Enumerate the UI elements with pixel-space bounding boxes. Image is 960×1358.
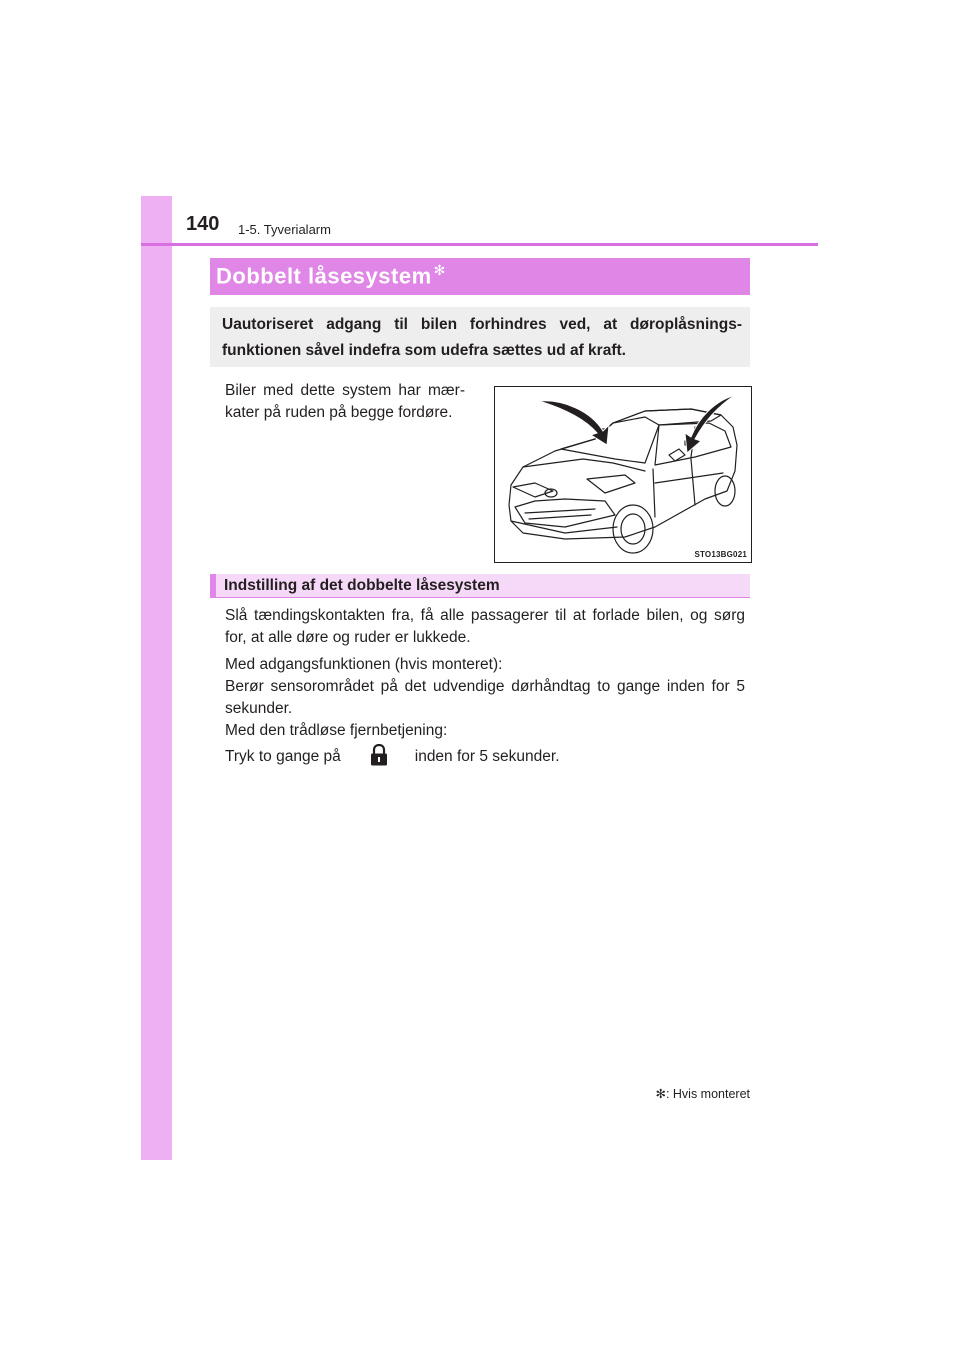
summary-text: Uautoriseret adgang til bilen forhindres ved, at døroplåsnings-funktionen såvel indefra som udefra sættes ud af kraft.: [222, 316, 742, 359]
section-title-label: Dobbelt låsesystem: [216, 263, 432, 289]
subsection-rule: [210, 597, 750, 598]
footnote-text: : Hvis monteret: [665, 1087, 750, 1101]
intro-text: Biler med dette system har mær-kater på ruden på begge fordøre.: [225, 382, 465, 421]
header-rule: [141, 243, 818, 246]
asterisk-icon: ✻: [433, 262, 446, 278]
footnote-asterisk-icon: ✻: [655, 1087, 666, 1101]
section-title: [216, 262, 446, 289]
step-paragraph-2: [225, 654, 745, 742]
car-illustration: [494, 386, 752, 563]
chapter-title: 1-5. Tyverialarm: [238, 222, 331, 237]
footnote: [655, 1086, 750, 1101]
entry-function-label: Med adgangsfunktionen (hvis monteret):: [225, 656, 503, 673]
chapter-tab: [141, 196, 172, 244]
step-paragraph-1: Slå tændingskontakten fra, få alle passagerer til at forlade bilen, og sørg for, at alle døre og ruder er lukkede.: [225, 607, 745, 646]
remote-label: Med den trådløse fjernbetjening:: [225, 722, 448, 739]
subsection-title: Indstilling af det dobbelte låsesystem: [224, 577, 500, 594]
car-drawing: [495, 387, 751, 562]
remote-instruction-before: Tryk to gange på: [225, 748, 341, 766]
figure-code: STO13BG021: [694, 550, 747, 559]
entry-function-instruction: Berør sensorområdet på det udvendige dørhåndtag to gange inden for 5 sekunder.: [225, 678, 745, 717]
page-number: 140: [186, 213, 220, 235]
side-band: [141, 196, 172, 1160]
remote-instruction-after: inden for 5 sekunder.: [414, 748, 560, 766]
step-paragraph-3: [225, 746, 745, 768]
lock-button-icon: [369, 744, 389, 766]
